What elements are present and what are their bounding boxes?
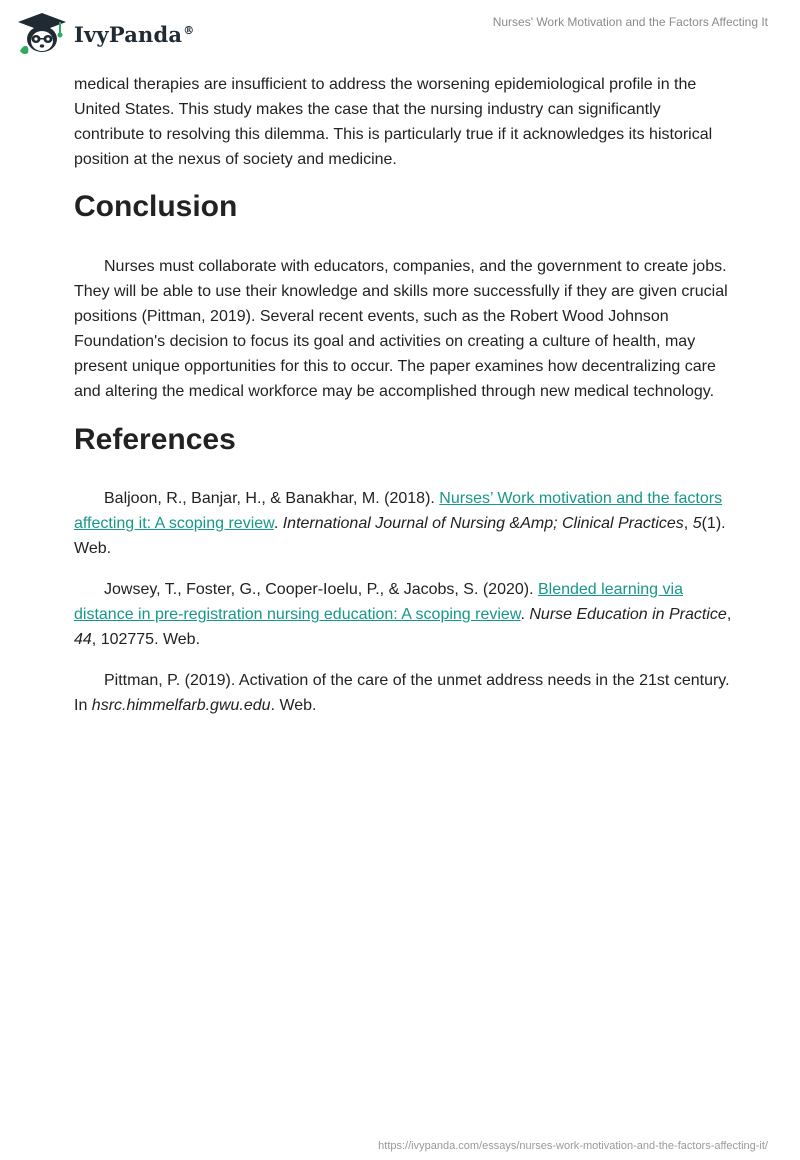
ivypanda-logo[interactable]	[14, 6, 214, 62]
running-title: Nurses' Work Motivation and the Factors Affecting It	[492, 15, 768, 29]
reference-link[interactable]: Nurses’ Work motivation and the factors affecting it: A scoping review	[74, 490, 723, 532]
reference-item: Jowsey, T., Foster, G., Cooper-Ioelu, P., & Jacobs, S. (2020). Blended learning via distance in pre-registration nursing education: A scoping review. Nurse Education in Practice, 44, 102775. Web.	[74, 581, 732, 648]
essay-content	[74, 72, 734, 734]
panda-graduate-icon	[14, 11, 70, 57]
reference-item: Pittman, P. (2019). Activation of the care of the unmet address needs in the 21st century. In hsrc.himmelfarb.gwu.edu. Web.	[74, 672, 730, 714]
references-heading: References	[74, 423, 236, 456]
intro-paragraph: medical therapies are insufficient to address the worsening epidemiological profile in the United States. This study makes the case that the nursing industry can significantly contribute to resolving this dilemma. This is particularly true if it acknowledges its historical position at the nexus of society and medicine.	[74, 76, 713, 168]
page-header	[0, 0, 800, 64]
reference-item: Baljoon, R., Banjar, H., & Banakhar, M. (2018). Nurses’ Work motivation and the factors affecting it: A scoping review. International Journal of Nursing &Amp; Clinical Practices, 5(1). Web.	[74, 490, 726, 557]
brand-name: IvyPanda®	[74, 21, 195, 47]
conclusion-heading: Conclusion	[74, 190, 238, 223]
conclusion-paragraph: Nurses must collaborate with educators, companies, and the government to create jobs. They will be able to use their knowledge and skills more successfully if they are given crucial positions (Pittman, 2019). Several recent events, such as the Robert Wood Johnson Foundation's decision to focus its goal and activities on creating a culture of health, may present unique opportunities for this to occur. The paper examines how decentralizing care and altering the medical workforce may be accomplished through new medical technology.	[74, 258, 728, 400]
footer-url: https://ivypanda.com/essays/nurses-work-motivation-and-the-factors-affecting-it/	[378, 1140, 768, 1152]
reference-link[interactable]: Blended learning via distance in pre-registration nursing education: A scoping review	[74, 581, 683, 623]
